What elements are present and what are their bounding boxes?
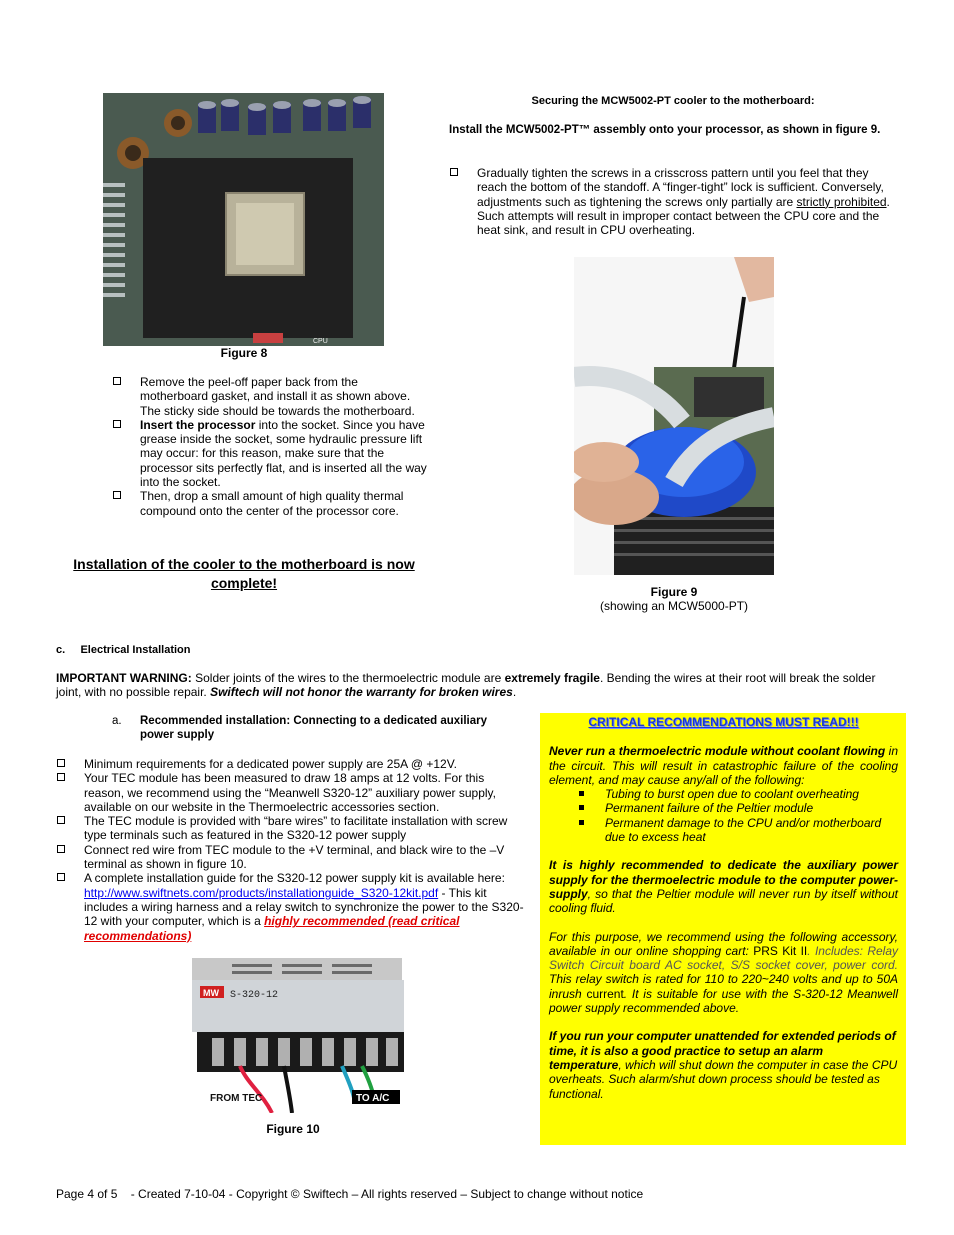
list-item: Your TEC module has been measured to draw 18 amps at 12 volts. For this reason, we recommend using the “Meanwell S320-12” auxiliary power supply, available on our website in the Thermoelectric accessories section.	[56, 771, 526, 814]
installation-complete-heading: Installation of the cooler to the motherboard is now complete!	[73, 556, 415, 591]
gasket-instructions-list	[112, 375, 427, 518]
figure10-caption: Figure 10	[266, 1122, 320, 1136]
electrical-installation-heading: c. Electrical Installation	[56, 644, 191, 656]
list-item: A complete installation guide for the S320-12 power supply kit is available here: http://www.swiftnets.com/products/installationguide_S320-12kit.pdf - This kit includes a wiring harness and a relay switch to synchronize the power to the S320-12 with your computer, which is a highly recommended (read critical recommendations)	[56, 871, 526, 942]
from-tec-label: FROM TEC	[210, 1093, 263, 1104]
securing-title: Securing the MCW5002-PT cooler to the motherboard:	[531, 95, 815, 107]
list-item: Connect red wire from TEC module to the +V terminal, and black wire to the –V terminal as shown in figure 10.	[56, 843, 526, 872]
square-bullet-icon	[579, 791, 584, 796]
psu-model-label: S-320-12	[230, 990, 279, 1001]
recommended-installation-heading: a. Recommended installation: Connecting to a dedicated auxiliary power supply	[112, 715, 487, 742]
critical-recommendations-box	[540, 713, 906, 1145]
important-warning-paragraph: IMPORTANT WARNING: Solder joints of the wires to the thermoelectric module are extremely fragile. Bending the wires at their root will break the solder joint, with no possible repair. Swiftech will not honor the warranty for broken wires.	[56, 671, 876, 700]
alarm-paragraph: If you run your computer unattended for extended periods of time, it is also a good practice to setup an alarm temperature, which will shut down the computer in case the CPU overheats. Such alarm/shut down process should be tested as functional.	[549, 1029, 898, 1101]
list-item: The TEC module is provided with “bare wires” to facilitate installation with screw type terminals such as featured in the S320-12 power supply	[56, 814, 526, 843]
install-instruction: Install the MCW5002-PT™ assembly onto your processor, as shown in figure 9.	[449, 124, 881, 136]
to-ac-label: TO A/C	[356, 1093, 390, 1104]
installation-guide-link[interactable]: http://www.swiftnets.com/products/installationguide_S320-12kit.pdf	[84, 885, 439, 900]
list-item: Tubing to burst open due to coolant overheating	[549, 787, 898, 801]
checkbox-bullet-icon	[113, 420, 121, 428]
list-item: Gradually tighten the screws in a crisscross pattern until you feel that they reach the bottom of the standoff. A “finger-tight” lock is sufficient. Conversely, adjustments such as tightening the screws only partially are strictly prohibited. Such attempts will result in improper contact between the CPU core and the heat sink, and result in CPU overheating.	[449, 166, 897, 237]
list-item: Minimum requirements for a dedicated power supply are 25A @ +12V.	[56, 757, 526, 771]
checkbox-bullet-icon	[113, 491, 121, 499]
list-item: Remove the peel-off paper back from the motherboard gasket, and install it as shown above. The sticky side should be towards the motherboard.	[112, 375, 427, 418]
square-bullet-icon	[579, 805, 584, 810]
accessory-paragraph: For this purpose, we recommend using the following accessory, available in our online shopping cart: PRS Kit II. Includes: Relay Switch Circuit board AC socket, S/S socket cover, power cord. This relay switch is rated for 110 to 220~240 volts and up to 50A inrush current. It is suitable for use with the S-320-12 Meanwell power supply recommended above.	[549, 929, 899, 1016]
list-item: Permanent damage to the CPU and/or motherboard due to excess heat	[549, 816, 898, 845]
checkbox-bullet-icon	[57, 845, 65, 853]
figure8-photo	[103, 93, 384, 346]
figure9-photo	[574, 257, 774, 575]
checkbox-bullet-icon	[57, 873, 65, 881]
list-item: Permanent failure of the Peltier module	[549, 801, 898, 815]
list-item: Insert the processor into the socket. Since you have grease inside the socket, some hydraulic pressure lift may occur: for this reason, make sure that the processor sits perfectly flat, and is inserted all the way into the socket.	[112, 418, 427, 489]
coolant-warning-paragraph: Never run a thermoelectric module without coolant flowing in the circuit. This will result in catastrophic failure of the cooling element, and may cause any/all of the following:	[549, 744, 898, 787]
securing-list	[449, 166, 897, 237]
checkbox-bullet-icon	[57, 759, 65, 767]
cooler-install-illustration	[574, 257, 774, 575]
checkbox-bullet-icon	[113, 377, 121, 385]
power-supply-illustration	[182, 958, 404, 1113]
figure9-subcaption: (showing an MCW5000-PT)	[599, 599, 749, 613]
checkbox-bullet-icon	[57, 816, 65, 824]
failure-consequences-list	[549, 787, 898, 844]
dedicate-supply-paragraph: It is highly recommended to dedicate the auxiliary power supply for the thermoelectric module to the computer power-supply, so that the Peltier module will never run by itself without cooling fluid.	[549, 858, 898, 916]
psu-brand-label: MW	[203, 988, 219, 998]
board-cpu-label: CPU	[313, 338, 328, 345]
checkbox-bullet-icon	[450, 168, 458, 176]
figure8-caption: Figure 8	[220, 346, 268, 360]
motherboard-socket-illustration	[103, 93, 384, 346]
critical-recommendations-link[interactable]: highly recommended (read critical recommendations)	[84, 914, 460, 943]
figure9-caption: Figure 9	[650, 585, 698, 599]
power-supply-list	[56, 757, 526, 943]
figure10-photo	[182, 958, 404, 1113]
page-footer: Page 4 of 5 - Created 7-10-04 - Copyright © Swiftech – All rights reserved – Subject to change without notice	[56, 1187, 644, 1201]
checkbox-bullet-icon	[57, 773, 65, 781]
square-bullet-icon	[579, 820, 584, 825]
critical-title: CRITICAL RECOMMENDATIONS MUST READ!!!	[588, 715, 859, 729]
list-item: Then, drop a small amount of high quality thermal compound onto the center of the processor core.	[112, 489, 427, 518]
